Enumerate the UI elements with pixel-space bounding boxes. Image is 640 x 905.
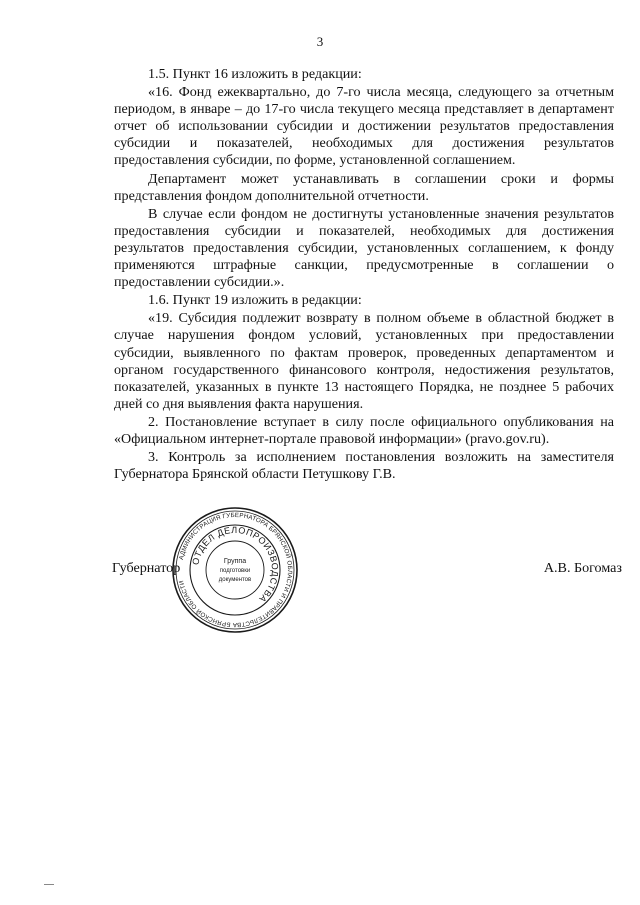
- office-stamp: [170, 505, 300, 635]
- paragraph-clause-19: «19. Субсидия подлежит возврату в полном объеме в областной бюджет в случае нарушения фондом условий, установленных при предоставлении субсидии, выявленного по фактам проверок, проведенных департаментом и органом государственного финансового контроля, недостижения результатов, показателей, указанных в пункте 13 настоящего Порядка, не позднее 5 рабочих дней со дня выявления факта нарушения.: [114, 310, 614, 412]
- document-body: [114, 66, 614, 484]
- paragraph-1-5-heading: 1.5. Пункт 16 изложить в редакции:: [148, 66, 362, 82]
- stamp-outer-text: АДМИНИСТРАЦИЯ ГУБЕРНАТОРА БРЯНСКОЙ ОБЛАСТИ И ПРАВИТЕЛЬСТВА БРЯНСКОЙ ОБЛАСТИ: [178, 511, 294, 629]
- scan-artifact: [44, 884, 54, 885]
- paragraph-effective-date: 2. Постановление вступает в силу после официального опубликования на «Официальном интернет-портале правовой информации» (pravo.gov.ru).: [114, 413, 614, 447]
- paragraph-control: 3. Контроль за исполнением постановления возложить на заместителя Губернатора Брянской области Петушкову Г.В.: [114, 449, 614, 483]
- stamp-center-line-2: подготовки: [219, 568, 251, 574]
- stamp-graphic: [170, 505, 300, 635]
- paragraph-clause-16: «16. Фонд ежеквартально, до 7-го числа месяца, следующего за отчетным периодом, в январе – до 17-го числа текущего месяца представляет в департамент отчет об использовании субсидии и достижении результатов предоставления субсидии и показателей, необходимых для достижения результатов предоставления субсидии, по форме, установленной соглашением.: [114, 84, 614, 169]
- signatory-title: Губернатор: [112, 560, 181, 576]
- stamp-inner-text: ОТДЕЛ ДЕЛОПРОИЗВОДСТВА: [190, 524, 281, 605]
- paragraph-penalties: В случае если фондом не достигнуты установленные значения результатов предоставления субсидии и показателей, необходимых для достижения результатов предоставления субсидии, установленных соглашением, к фонду применяются штрафные санкции, предусмотренные в соглашении о предоставлении субсидии.».: [114, 205, 614, 291]
- paragraph-reporting: Департамент может устанавливать в соглашении сроки и формы представления фондом дополнительной отчетности.: [114, 170, 614, 204]
- signatory-name: А.В. Богомаз: [543, 560, 622, 576]
- stamp-center-line-1: Группа: [223, 558, 247, 565]
- paragraph-1-6-heading: 1.6. Пункт 19 изложить в редакции:: [148, 292, 362, 309]
- stamp-center-line-3: документов: [218, 577, 252, 583]
- page-number: 3: [316, 34, 324, 49]
